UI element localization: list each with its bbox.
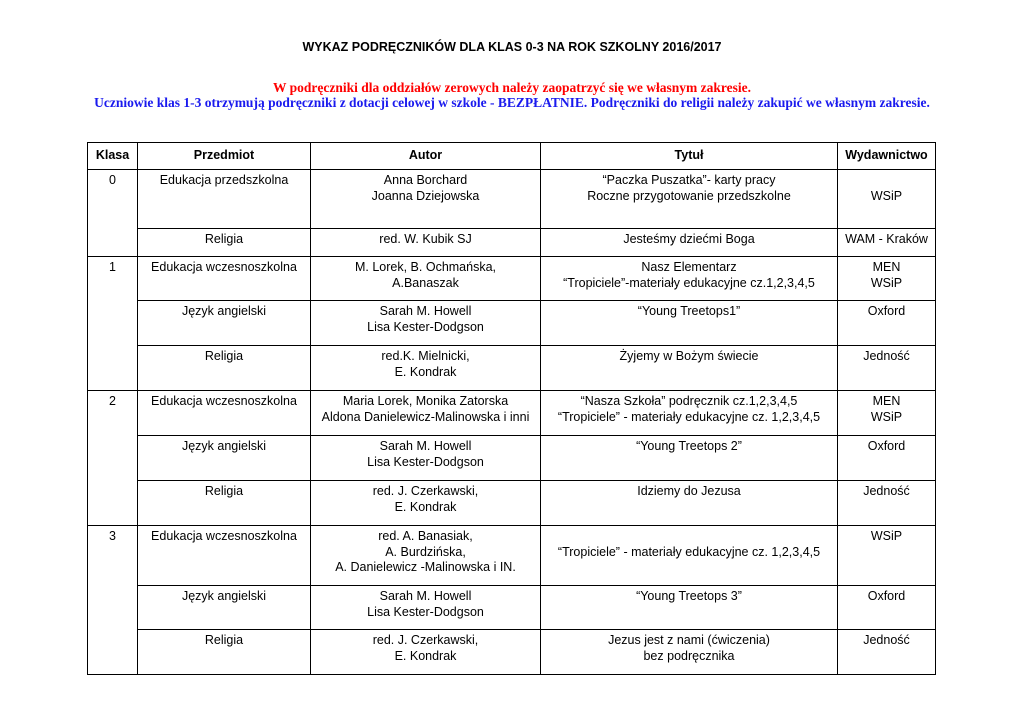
cell-autor-line: E. Kondrak	[394, 499, 457, 514]
cell-wydawnictwo	[838, 257, 936, 301]
cell-przedmiot: Religia	[138, 630, 311, 675]
cell-autor	[311, 257, 541, 301]
cell-wydawnictwo	[838, 301, 936, 346]
cell-autor-line: Anna Borchard	[383, 173, 468, 187]
header-wydawnictwo: Wydawnictwo	[838, 143, 936, 170]
cell-klasa: 1	[88, 257, 138, 391]
cell-autor	[311, 229, 541, 257]
cell-autor	[311, 391, 541, 436]
cell-tytul	[541, 436, 838, 481]
notice-blue: Uczniowie klas 1-3 otrzymują podręczniki z dotacji celowej w szkole - BEZPŁATNIE. Podręczniki do religii należy zakupić we własnym zakresie.	[94, 95, 930, 110]
cell-autor-line: Lisa Kester-Dodgson	[367, 319, 484, 334]
cell-przedmiot: Religia	[138, 481, 311, 526]
table-row	[88, 257, 936, 301]
cell-wydawnictwo	[838, 391, 936, 436]
cell-wydawnictwo-line: MEN	[872, 260, 901, 274]
cell-wydawnictwo-line: Jedność	[863, 349, 910, 363]
cell-wydawnictwo	[838, 170, 936, 229]
cell-tytul-line: “Young Treetops1”	[637, 304, 741, 318]
table-row	[88, 301, 936, 346]
cell-przedmiot: Religia	[138, 346, 311, 391]
cell-autor-line: red. J. Czerkawski,	[372, 484, 479, 498]
cell-tytul	[541, 586, 838, 630]
cell-tytul	[541, 170, 838, 229]
cell-tytul-line: “Tropiciele” - materiały edukacyjne cz. 1,2,3,4,5	[557, 544, 821, 559]
table-header-row	[88, 143, 936, 170]
cell-tytul-line: Jezus jest z nami (ćwiczenia)	[608, 633, 770, 647]
cell-przedmiot: Język angielski	[138, 301, 311, 346]
table-row	[88, 630, 936, 675]
cell-wydawnictwo	[838, 481, 936, 526]
cell-autor-line: M. Lorek, B. Ochmańska,	[354, 260, 497, 274]
cell-tytul	[541, 301, 838, 346]
cell-przedmiot: Edukacja wczesnoszkolna	[138, 391, 311, 436]
table-row	[88, 436, 936, 481]
cell-tytul-line	[544, 529, 834, 545]
cell-autor	[311, 436, 541, 481]
cell-przedmiot: Edukacja wczesnoszkolna	[138, 526, 311, 586]
cell-wydawnictwo-line: WSiP	[870, 409, 903, 424]
cell-autor-line: Lisa Kester-Dodgson	[367, 454, 484, 469]
cell-wydawnictwo-line: WSiP	[870, 529, 903, 543]
cell-tytul-line: Jesteśmy dziećmi Boga	[623, 232, 755, 246]
cell-wydawnictwo-line: WSiP	[870, 275, 903, 290]
cell-tytul	[541, 391, 838, 436]
cell-autor-line: Sarah M. Howell	[379, 439, 472, 453]
cell-autor	[311, 526, 541, 586]
cell-autor-line: red. W. Kubik SJ	[379, 232, 472, 246]
cell-autor	[311, 630, 541, 675]
table-body	[88, 170, 936, 675]
cell-autor-line: red. A. Banasiak,	[378, 529, 473, 543]
cell-autor-line: E. Kondrak	[394, 364, 457, 379]
cell-wydawnictwo-line: MEN	[872, 394, 901, 408]
cell-wydawnictwo	[838, 526, 936, 586]
header-klasa: Klasa	[88, 143, 138, 170]
cell-tytul-line: “Tropiciele”-materiały edukacyjne cz.1,2,3,4,5	[563, 275, 815, 290]
cell-autor-line: E. Kondrak	[394, 648, 457, 663]
cell-tytul-line: Żyjemy w Bożym świecie	[619, 349, 759, 363]
cell-wydawnictwo	[838, 436, 936, 481]
cell-tytul-line: “Tropiciele” - materiały edukacyjne cz. 1,2,3,4,5	[557, 409, 821, 424]
cell-autor	[311, 586, 541, 630]
cell-wydawnictwo-line: Jedność	[863, 633, 910, 647]
textbook-table	[87, 142, 936, 675]
cell-przedmiot: Religia	[138, 229, 311, 257]
cell-autor-line: A. Danielewicz -Malinowska i IN.	[335, 560, 516, 574]
table-row	[88, 481, 936, 526]
cell-autor-line: red.K. Mielnicki,	[381, 349, 470, 363]
table-row	[88, 346, 936, 391]
cell-przedmiot: Język angielski	[138, 586, 311, 630]
cell-przedmiot: Edukacja przedszkolna	[138, 170, 311, 229]
cell-tytul	[541, 346, 838, 391]
cell-przedmiot: Edukacja wczesnoszkolna	[138, 257, 311, 301]
cell-autor	[311, 346, 541, 391]
cell-autor	[311, 170, 541, 229]
cell-autor-line: Sarah M. Howell	[379, 589, 472, 603]
cell-wydawnictwo-line: WSiP	[870, 188, 903, 203]
cell-tytul-line: bez podręcznika	[643, 648, 735, 663]
notice-red: W podręczniki dla oddziałów zerowych należy zaopatrzyć się we własnym zakresie.	[272, 80, 752, 95]
cell-autor-line: red. J. Czerkawski,	[372, 633, 479, 647]
cell-wydawnictwo-line: Oxford	[867, 589, 906, 603]
cell-wydawnictwo	[838, 630, 936, 675]
cell-autor-line: Maria Lorek, Monika Zatorska	[342, 394, 509, 408]
cell-tytul	[541, 526, 838, 586]
cell-wydawnictwo-line: Oxford	[867, 439, 906, 453]
cell-tytul-line: “Nasza Szkoła” podręcznik cz.1,2,3,4,5	[580, 394, 798, 408]
cell-wydawnictwo	[838, 346, 936, 391]
table-row	[88, 526, 936, 586]
header-przedmiot: Przedmiot	[138, 143, 311, 170]
table-row	[88, 586, 936, 630]
cell-tytul-line: “Young Treetops 2”	[636, 439, 742, 453]
cell-wydawnictwo-line	[841, 173, 932, 189]
table-row	[88, 170, 936, 229]
cell-przedmiot: Język angielski	[138, 436, 311, 481]
page-title: WYKAZ PODRĘCZNIKÓW DLA KLAS 0-3 NA ROK SZKOLNY 2016/2017	[302, 40, 722, 54]
cell-tytul-line: Idziemy do Jezusa	[637, 484, 741, 498]
cell-tytul	[541, 630, 838, 675]
cell-wydawnictwo-line: Jedność	[863, 484, 910, 498]
cell-tytul-line: “Young Treetops 3”	[636, 589, 742, 603]
cell-klasa: 0	[88, 170, 138, 257]
table-row	[88, 229, 936, 257]
cell-autor	[311, 301, 541, 346]
cell-wydawnictwo	[838, 229, 936, 257]
table-row	[88, 391, 936, 436]
cell-tytul	[541, 229, 838, 257]
cell-autor-line: A.Banaszak	[392, 275, 459, 290]
notice	[70, 80, 954, 110]
cell-autor-line: Sarah M. Howell	[379, 304, 472, 318]
cell-tytul-line: “Paczka Puszatka”- karty pracy	[602, 173, 776, 187]
cell-tytul-line: Roczne przygotowanie przedszkolne	[587, 188, 791, 203]
cell-klasa: 3	[88, 526, 138, 675]
cell-autor-line: Joanna Dziejowska	[371, 188, 480, 203]
cell-wydawnictwo-line: Oxford	[867, 304, 906, 318]
cell-autor-line: A. Burdzińska,	[385, 544, 466, 559]
header-tytul: Tytuł	[541, 143, 838, 170]
cell-autor	[311, 481, 541, 526]
cell-tytul	[541, 257, 838, 301]
cell-wydawnictwo	[838, 586, 936, 630]
cell-klasa: 2	[88, 391, 138, 526]
cell-tytul	[541, 481, 838, 526]
cell-wydawnictwo-line: WAM - Kraków	[845, 232, 928, 246]
header-autor: Autor	[311, 143, 541, 170]
cell-autor-line: Aldona Danielewicz-Malinowska i inni	[321, 409, 530, 424]
cell-tytul-line: Nasz Elementarz	[641, 260, 737, 274]
cell-autor-line: Lisa Kester-Dodgson	[367, 604, 484, 619]
